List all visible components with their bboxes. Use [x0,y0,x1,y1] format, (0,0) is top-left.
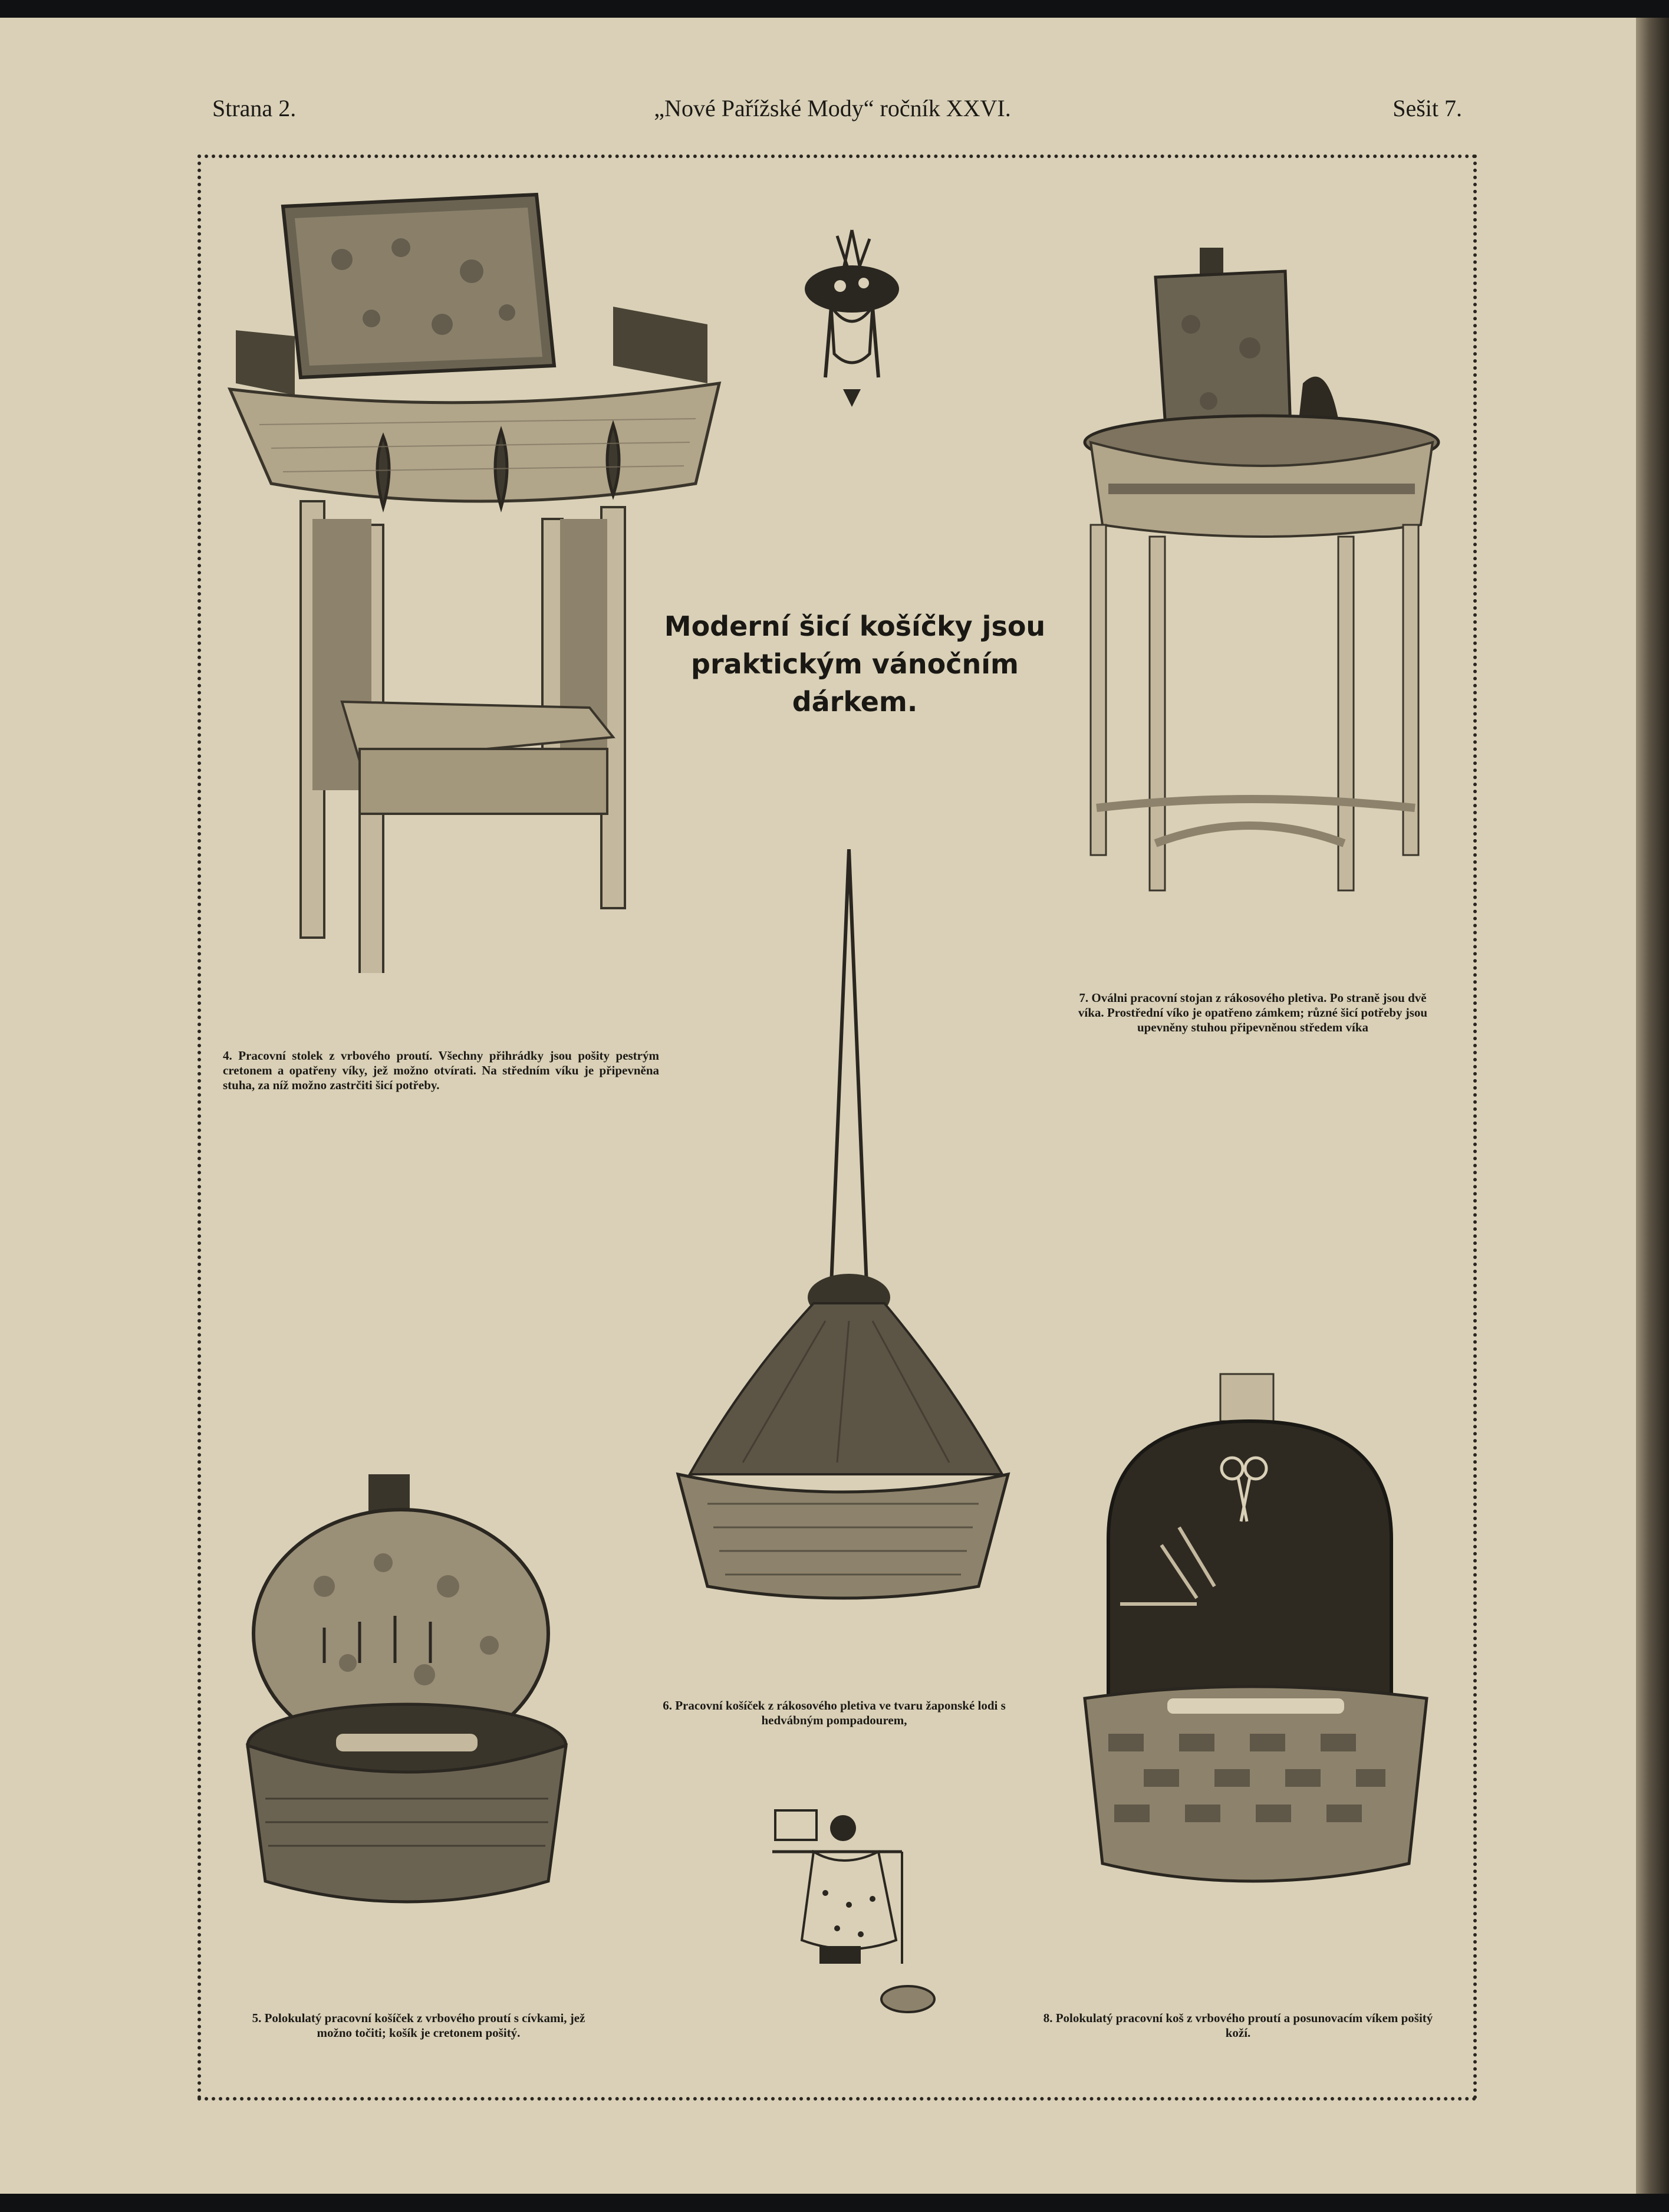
issue-label: Sešit 7. [1393,95,1462,121]
page-number-label: Strana 2. [212,95,297,121]
hanging-basket-pompadour-illustration [672,849,1014,1610]
leather-lid-basket-illustration [1073,1368,1438,1899]
lady-at-desk-vignette [761,1787,949,2023]
caption-item-4: 4. Pracovní stolek z vrbového proutí. Všechny přihrádky jsou pošity pestrým cretonem a opatřeny víky, jež možno otvírati. Na středním víku je připevněna stuha, za níž možno zastrčiti šicí potřeby. [223,1049,659,1092]
lady-head-vignette [802,224,902,413]
publication-title: „Nové Pařížské Mody“ ročník XXVI. [654,95,1011,121]
caption-item-6: 6. Pracovní košíček z rákosového pletiva ve tvaru žaponské lodi s hedvábným pompadourem, [663,1698,1006,1727]
caption-item-7: 7. Oválni pracovní stojan z rákosového pletiva. Po straně jsou dvě víka. Prostřední víko je opatřeno zámkem; různé šicí potřeby jsou upevněny stuhou připevněnou středem víka [1078,991,1428,1034]
headline-line-2: praktickým vánočním [691,648,1019,680]
wicker-work-table-illustration [224,189,731,973]
oval-wicker-stand-illustration [1073,242,1450,914]
caption-item-5: 5. Polokulatý pracovní košíček z vrbového proutí s cívkami, jež možno točiti; košík je cretonem pošitý. [252,2011,585,2040]
headline-line-1: Moderní šicí košíčky jsou [664,610,1046,642]
caption-item-8: 8. Polokulatý pracovní koš z vrbového proutí a posunovacím víkem pošitý koží. [1043,2011,1433,2040]
spool-basket-illustration [242,1468,572,1928]
book-spine [1636,18,1669,2194]
headline-line-3: dárkem. [792,686,918,718]
